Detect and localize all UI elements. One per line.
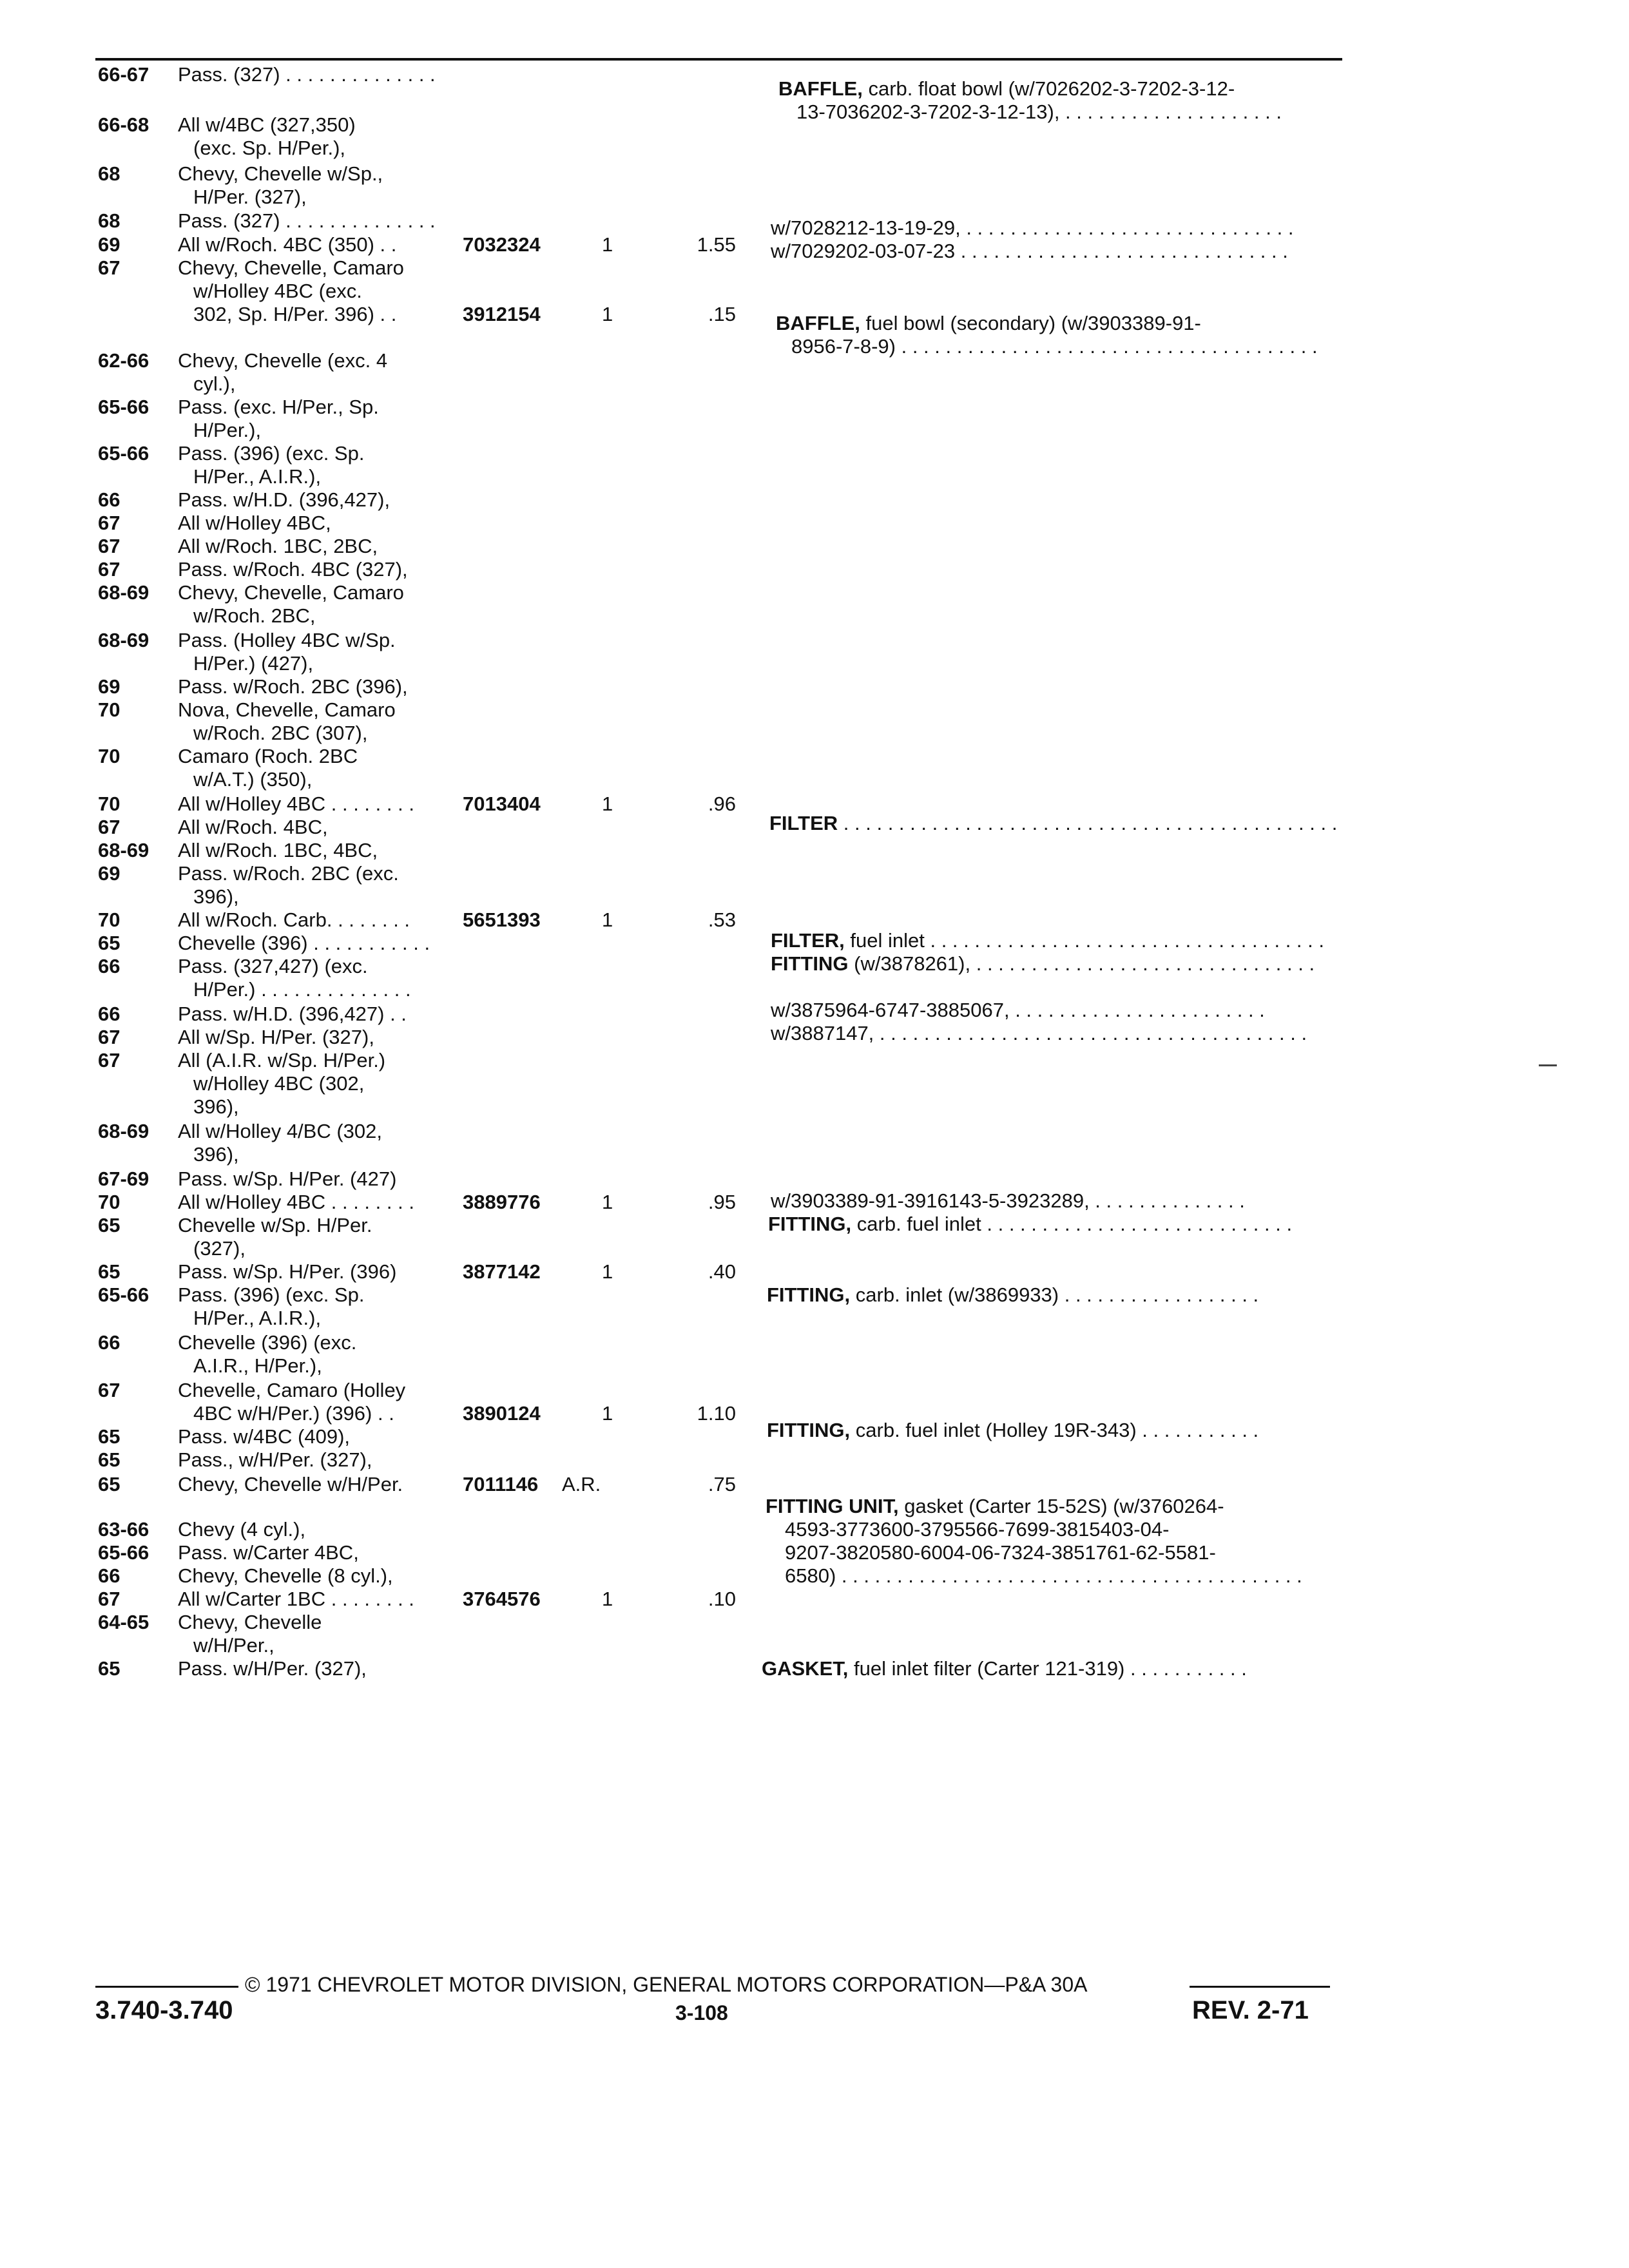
application-description: Chevy, Chevelle (exc. 4 [178, 349, 388, 372]
part-name-detail: carb. fuel inlet . . . . . . . . . . . . . . . . . . . . . . . . . . . . [851, 1213, 1293, 1235]
part-name-detail: w/7029202-03-07-23 . . . . . . . . . . . . . . . . . . . . . . . . . . . . . . [771, 240, 1288, 262]
application-description: Chevelle w/Sp. H/Per. [178, 1214, 372, 1236]
margin-mark [1539, 1064, 1557, 1066]
part-name-entry [767, 1419, 1258, 1442]
part-name-entry [776, 312, 1201, 335]
application-description: Pass. (396) (exc. Sp. [178, 442, 365, 465]
part-name-entry [796, 101, 1282, 124]
model-year: 68 [98, 162, 120, 185]
part-name-detail: . . . . . . . . . . . . . . . . . . . . . . . . . . . . . . . . . . . . . . . . . . . . . [838, 812, 1338, 834]
part-name-detail: 4593-3773600-3795566-7699-3815403-04- [785, 1518, 1170, 1541]
application-description: w/Holley 4BC (302, [193, 1072, 365, 1095]
part-name-entry [768, 1213, 1292, 1236]
application-description: Pass. w/H.D. (396,427), [178, 488, 390, 511]
application-description: Pass. (327,427) (exc. [178, 955, 368, 977]
model-year: 67 [98, 1379, 120, 1401]
application-description: All w/Roch. 1BC, 2BC, [178, 535, 378, 557]
application-description: All w/4BC (327,350) [178, 113, 356, 136]
model-year: 65 [98, 1448, 120, 1471]
application-description: Pass. (327) . . . . . . . . . . . . . . [178, 209, 436, 232]
model-year: 70 [98, 1191, 120, 1213]
application-description: w/Roch. 2BC (307), [193, 722, 368, 744]
model-year: 62-66 [98, 349, 149, 372]
part-name-entry [771, 216, 1293, 240]
model-year: 70 [98, 698, 120, 721]
model-year: 64-65 [98, 1611, 149, 1633]
part-name-detail: fuel bowl (secondary) (w/3903389-91- [860, 312, 1201, 334]
model-year: 66-68 [98, 113, 149, 136]
quantity: A.R. [562, 1473, 601, 1495]
application-description: (327), [193, 1237, 246, 1260]
part-name-heading: BAFFLE, [776, 312, 860, 334]
application-description: Pass. w/Roch. 2BC (exc. [178, 862, 399, 885]
part-number: 3764576 [463, 1588, 541, 1610]
part-name-heading: FITTING, [768, 1213, 852, 1235]
application-description: cyl.), [193, 372, 236, 395]
quantity: 1 [602, 908, 613, 931]
application-description: H/Per., A.I.R.), [193, 1307, 322, 1329]
part-name-entry [771, 929, 1324, 952]
application-description: Pass. w/Sp. H/Per. (427) [178, 1168, 397, 1190]
application-description: Chevy, Chevelle w/H/Per. [178, 1473, 403, 1495]
application-description: H/Per. (327), [193, 186, 307, 208]
part-number: 7011146 [463, 1473, 539, 1495]
application-description: Pass. (Holley 4BC w/Sp. [178, 629, 396, 651]
model-year: 66 [98, 955, 120, 977]
application-description: H/Per.), [193, 419, 262, 441]
model-year: 65 [98, 1260, 120, 1283]
model-year: 65-66 [98, 396, 149, 418]
part-name-entry [771, 1189, 1245, 1213]
application-description: Pass., w/H/Per. (327), [178, 1448, 372, 1471]
part-name-detail: carb. fuel inlet (Holley 19R-343) . . . . . . . . . . . [850, 1419, 1259, 1441]
application-description: All w/Roch. 4BC (350) . . [178, 233, 397, 256]
application-description: All w/Holley 4BC . . . . . . . . [178, 1191, 414, 1213]
list-price: .75 [708, 1473, 736, 1495]
part-name-entry [778, 77, 1235, 101]
model-year: 65 [98, 1214, 120, 1236]
application-description: Pass. w/Carter 4BC, [178, 1541, 359, 1564]
part-name-heading: FITTING, [767, 1283, 851, 1306]
application-description: H/Per.) (427), [193, 652, 314, 675]
footer-rule-left [95, 1986, 238, 1988]
model-year: 69 [98, 233, 120, 256]
quantity: 1 [602, 1191, 613, 1213]
part-name-detail: w/3875964-6747-3885067, . . . . . . . . . . . . . . . . . . . . . . . [771, 999, 1265, 1021]
model-year: 65-66 [98, 1541, 149, 1564]
part-name-heading: FITTING [771, 952, 849, 975]
model-year: 66 [98, 488, 120, 511]
model-year: 70 [98, 745, 120, 767]
part-name-detail: w/3903389-91-3916143-5-3923289, . . . . . . . . . . . . . . [771, 1189, 1245, 1212]
application-description: All w/Roch. 1BC, 4BC, [178, 839, 378, 861]
model-year: 66 [98, 1003, 120, 1025]
part-name-detail: 6580) . . . . . . . . . . . . . . . . . . . . . . . . . . . . . . . . . . . . . . . . . . [785, 1564, 1302, 1587]
top-rule [95, 58, 1342, 61]
part-number: 7013404 [463, 793, 541, 815]
part-name-entry [762, 1657, 1247, 1680]
list-price: .96 [708, 793, 736, 815]
application-description: Chevy, Chevelle w/Sp., [178, 162, 383, 185]
part-name-detail: carb. inlet (w/3869933) . . . . . . . . . . . . . . . . . . [850, 1283, 1259, 1306]
part-name-detail: w/3887147, . . . . . . . . . . . . . . . . . . . . . . . . . . . . . . . . . . . . . . . [771, 1022, 1307, 1044]
application-description: Pass. w/Sp. H/Per. (396) [178, 1260, 397, 1283]
application-description: Pass. (396) (exc. Sp. [178, 1283, 365, 1306]
part-number: 3889776 [463, 1191, 541, 1213]
model-year: 65 [98, 1473, 120, 1495]
application-description: H/Per., A.I.R.), [193, 465, 322, 488]
quantity: 1 [602, 1402, 613, 1425]
application-description: Pass. w/Roch. 2BC (396), [178, 675, 408, 698]
model-year: 65 [98, 1425, 120, 1448]
model-year: 68-69 [98, 581, 149, 604]
part-name-detail: 13-7036202-3-7202-3-12-13), . . . . . . . . . . . . . . . . . . . . [796, 101, 1282, 123]
model-year: 67 [98, 1588, 120, 1610]
application-description: w/Holley 4BC (exc. [193, 280, 362, 302]
model-year: 65 [98, 932, 120, 954]
part-number: 3890124 [463, 1402, 541, 1425]
part-name-detail: gasket (Carter 15-52S) (w/3760264- [898, 1495, 1224, 1517]
part-name-heading: FITTING UNIT, [766, 1495, 899, 1517]
application-description: All w/Holley 4/BC (302, [178, 1120, 383, 1142]
application-description: All w/Carter 1BC . . . . . . . . [178, 1588, 414, 1610]
application-description: w/Roch. 2BC, [193, 604, 316, 627]
part-number: 3877142 [463, 1260, 541, 1283]
part-name-entry [771, 999, 1265, 1022]
model-year: 66 [98, 1564, 120, 1587]
application-description: Nova, Chevelle, Camaro [178, 698, 396, 721]
list-price: 1.55 [697, 233, 736, 256]
model-year: 69 [98, 675, 120, 698]
application-description: (exc. Sp. H/Per.), [193, 137, 346, 159]
model-year: 69 [98, 862, 120, 885]
part-name-entry [769, 812, 1337, 835]
model-year: 70 [98, 793, 120, 815]
part-name-heading: FILTER [769, 812, 838, 834]
quantity: 1 [602, 233, 613, 256]
application-description: 4BC w/H/Per.) (396) . . [193, 1402, 394, 1425]
part-name-heading: FILTER, [771, 929, 845, 952]
application-description: H/Per.) . . . . . . . . . . . . . . [193, 978, 411, 1001]
application-description: 396), [193, 1095, 239, 1118]
application-description: Chevy, Chevelle [178, 1611, 322, 1633]
application-description: 302, Sp. H/Per. 396) . . [193, 303, 397, 325]
list-price: 1.10 [697, 1402, 736, 1425]
model-year: 67-69 [98, 1168, 149, 1190]
part-number: 7032324 [463, 233, 541, 256]
list-price: .40 [708, 1260, 736, 1283]
model-year: 66 [98, 1331, 120, 1354]
model-year: 67 [98, 1049, 120, 1072]
application-description: Pass. (exc. H/Per., Sp. [178, 396, 379, 418]
application-description: All w/Roch. Carb. . . . . . . . [178, 908, 410, 931]
application-description: All w/Holley 4BC, [178, 512, 331, 534]
application-description: Chevy, Chevelle, Camaro [178, 256, 404, 279]
footer-page-number: 3-108 [675, 2001, 728, 2024]
part-name-detail: 8956-7-8-9) . . . . . . . . . . . . . . . . . . . . . . . . . . . . . . . . . . . . . . [791, 335, 1318, 358]
application-description: w/A.T.) (350), [193, 768, 313, 791]
part-name-entry [771, 240, 1288, 263]
model-year: 67 [98, 816, 120, 838]
model-year: 66-67 [98, 63, 149, 86]
part-name-entry [785, 1541, 1216, 1564]
application-description: 396), [193, 885, 239, 908]
part-name-entry [791, 335, 1318, 358]
part-name-heading: FITTING, [767, 1419, 851, 1441]
model-year: 67 [98, 558, 120, 581]
model-year: 70 [98, 908, 120, 931]
application-description: Pass. w/H.D. (396,427) . . [178, 1003, 407, 1025]
quantity: 1 [602, 793, 613, 815]
model-year: 68-69 [98, 629, 149, 651]
part-name-entry [766, 1495, 1224, 1518]
quantity: 1 [602, 1260, 613, 1283]
part-name-detail: 9207-3820580-6004-06-7324-3851761-62-5581- [785, 1541, 1216, 1564]
model-year: 68-69 [98, 1120, 149, 1142]
quantity: 1 [602, 303, 613, 325]
application-description: Chevelle (396) (exc. [178, 1331, 357, 1354]
part-name-entry [771, 952, 1315, 975]
application-description: Pass. w/4BC (409), [178, 1425, 351, 1448]
application-description: All w/Roch. 4BC, [178, 816, 328, 838]
footer-left-code: 3.740-3.740 [95, 1996, 233, 2024]
model-year: 65-66 [98, 442, 149, 465]
part-name-detail: (w/3878261), . . . . . . . . . . . . . . . . . . . . . . . . . . . . . . . [848, 952, 1315, 975]
model-year: 67 [98, 535, 120, 557]
part-name-entry [785, 1518, 1169, 1541]
application-description: w/H/Per., [193, 1634, 275, 1657]
list-price: .95 [708, 1191, 736, 1213]
list-price: .10 [708, 1588, 736, 1610]
part-name-entry [785, 1564, 1302, 1588]
application-description: Chevelle, Camaro (Holley [178, 1379, 406, 1401]
application-description: All (A.I.R. w/Sp. H/Per.) [178, 1049, 386, 1072]
quantity: 1 [602, 1588, 613, 1610]
application-description: Chevy, Chevelle, Camaro [178, 581, 404, 604]
model-year: 65-66 [98, 1283, 149, 1306]
part-name-heading: BAFFLE, [778, 77, 863, 100]
footer-revision: REV. 2-71 [1192, 1996, 1309, 2024]
part-name-detail: fuel inlet filter (Carter 121-319) . . . . . . . . . . . [848, 1657, 1247, 1680]
application-description: Pass. (327) . . . . . . . . . . . . . . [178, 63, 436, 86]
list-price: .15 [708, 303, 736, 325]
application-description: 396), [193, 1143, 239, 1166]
application-description: Camaro (Roch. 2BC [178, 745, 358, 767]
list-price: .53 [708, 908, 736, 931]
part-name-heading: GASKET, [762, 1657, 849, 1680]
footer-copyright: © 1971 CHEVROLET MOTOR DIVISION, GENERAL MOTORS CORPORATION—P&A 30A [245, 1973, 1088, 1996]
part-name-entry [767, 1283, 1258, 1307]
model-year: 65 [98, 1657, 120, 1680]
part-name-detail: carb. float bowl (w/7026202-3-7202-3-12- [862, 77, 1235, 100]
part-number: 3912154 [463, 303, 541, 325]
model-year: 68-69 [98, 839, 149, 861]
application-description: Chevy, Chevelle (8 cyl.), [178, 1564, 393, 1587]
application-description: Chevelle (396) . . . . . . . . . . . [178, 932, 430, 954]
application-description: Pass. w/H/Per. (327), [178, 1657, 367, 1680]
part-number: 5651393 [463, 908, 541, 931]
part-name-detail: w/7028212-13-19-29, . . . . . . . . . . . . . . . . . . . . . . . . . . . . . . [771, 216, 1294, 239]
model-year: 67 [98, 1026, 120, 1048]
application-description: Pass. w/Roch. 4BC (327), [178, 558, 408, 581]
model-year: 67 [98, 256, 120, 279]
part-name-entry [771, 1022, 1307, 1045]
part-name-detail: fuel inlet . . . . . . . . . . . . . . . . . . . . . . . . . . . . . . . . . . . . [844, 929, 1324, 952]
footer-rule-right [1190, 1986, 1330, 1988]
application-description: A.I.R., H/Per.), [193, 1354, 322, 1377]
application-description: All w/Holley 4BC . . . . . . . . [178, 793, 414, 815]
application-description: Chevy (4 cyl.), [178, 1518, 306, 1541]
model-year: 67 [98, 512, 120, 534]
model-year: 63-66 [98, 1518, 149, 1541]
model-year: 68 [98, 209, 120, 232]
application-description: All w/Sp. H/Per. (327), [178, 1026, 374, 1048]
